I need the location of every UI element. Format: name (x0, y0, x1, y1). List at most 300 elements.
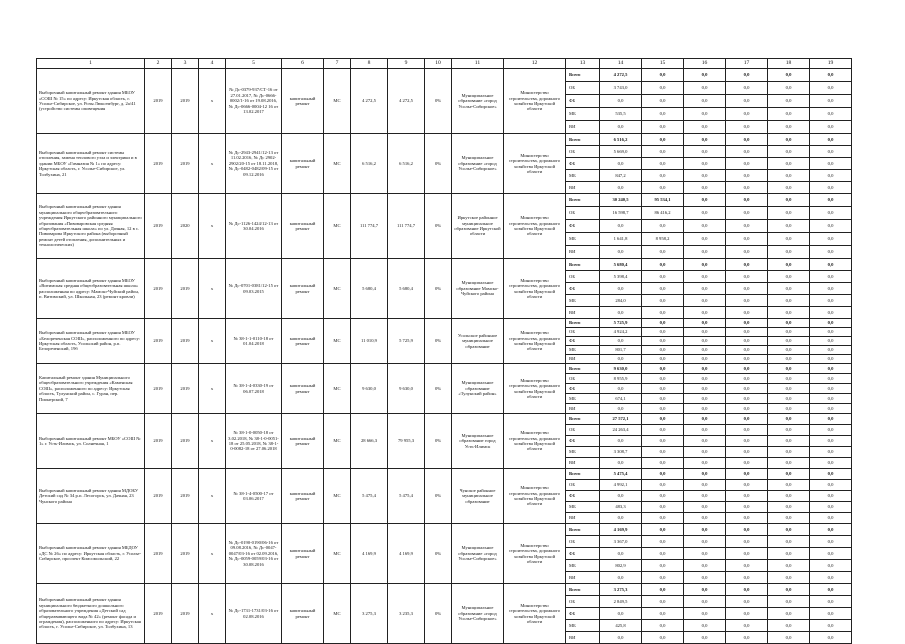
funding-amount: 0,0 (642, 548, 684, 560)
funding-amount: 0,0 (726, 207, 768, 220)
funding-amount: 0,0 (810, 346, 852, 355)
column-number: 13 (566, 59, 600, 69)
funding-source: ОБ (566, 480, 600, 491)
table-row (37, 414, 852, 425)
customer: Усольское районное муниципальное образование (452, 319, 504, 364)
column-number: 8 (351, 59, 388, 69)
funding-amount: 0,0 (684, 328, 726, 337)
funding-source: Всего (566, 259, 600, 271)
total-cost: 28 666,3 (351, 414, 388, 469)
funding-amount: 0,0 (768, 307, 810, 319)
funding-amount: 0,0 (600, 632, 642, 644)
funding-amount: 0,0 (726, 328, 768, 337)
funding-amount: 0,0 (768, 337, 810, 346)
readiness-percent: 0% (425, 194, 452, 259)
funding-amount: 0,0 (768, 414, 810, 425)
funding-amount: 0,0 (768, 170, 810, 182)
funding-amount: 0,0 (642, 394, 684, 404)
funding-amount: 0,0 (726, 414, 768, 425)
funding-source: МБ (566, 620, 600, 632)
funding-amount: 0,0 (726, 355, 768, 364)
funding-amount: 0,0 (726, 536, 768, 548)
funding-amount: 0,0 (768, 513, 810, 524)
funding-amount: 0,0 (642, 283, 684, 295)
funding-amount: 0,0 (684, 491, 726, 502)
funding-amount: 0,0 (684, 469, 726, 480)
funding-amount: 0,0 (726, 295, 768, 307)
mark-cell: х (199, 584, 226, 644)
funding-amount: 0,0 (768, 82, 810, 95)
column-number: 2 (145, 59, 172, 69)
start-year: 2019 (145, 584, 172, 644)
funding-amount: 674,1 (600, 394, 642, 404)
funding-amount: 801,7 (600, 346, 642, 355)
end-year: 2019 (172, 364, 199, 414)
funding-amount: 0,0 (642, 480, 684, 491)
funding-amount: 0,0 (642, 346, 684, 355)
funding-source: МБ (566, 447, 600, 458)
funding-amount: 0,0 (768, 608, 810, 620)
table-row (37, 259, 852, 271)
start-year: 2019 (145, 469, 172, 524)
funding-amount: 0,0 (600, 283, 642, 295)
funding-amount: 0,0 (726, 513, 768, 524)
funding-amount: 0,0 (684, 425, 726, 436)
column-number: 1 (37, 59, 145, 69)
unit-code: МС (324, 69, 351, 134)
start-year: 2019 (145, 364, 172, 414)
column-number: 9 (388, 59, 425, 69)
table-row (37, 134, 852, 146)
expertise-number: № Дс-1731-1731/03-16 от 02.08.2016 (226, 584, 282, 644)
funding-amount: 0,0 (642, 596, 684, 608)
total-cost: 9 630,0 (351, 364, 388, 414)
funding-amount: 0,0 (726, 95, 768, 108)
funding-amount: 0,0 (684, 69, 726, 82)
funding-amount: 0,0 (810, 632, 852, 644)
funding-source: ФБ (566, 491, 600, 502)
funding-amount: 0,0 (684, 346, 726, 355)
funding-amount: 0,0 (726, 491, 768, 502)
funding-amount: 0,0 (810, 158, 852, 170)
funding-amount: 0,0 (768, 283, 810, 295)
funding-amount: 4 992,1 (600, 480, 642, 491)
mark-cell: х (199, 414, 226, 469)
funding-amount: 0,0 (810, 182, 852, 194)
work-type: капитальный ремонт (282, 584, 324, 644)
funding-source: Всего (566, 364, 600, 374)
end-year: 2020 (172, 194, 199, 259)
funding-source: Всего (566, 194, 600, 207)
funding-source: МБ (566, 394, 600, 404)
funding-amount: 0,0 (810, 95, 852, 108)
funding-amount: 0,0 (642, 436, 684, 447)
funding-amount: 0,0 (642, 513, 684, 524)
customer: Муниципальное образование «город Усолье-Сибирское» (452, 584, 504, 644)
expertise-number: № 38-1-1-0110-18 от 01.04.2018 (226, 319, 282, 364)
funding-source: ВИ (566, 513, 600, 524)
funding-source: МБ (566, 560, 600, 572)
funding-amount: 0,0 (600, 436, 642, 447)
funding-amount: 0,0 (642, 425, 684, 436)
funding-amount: 0,0 (726, 194, 768, 207)
funding-amount: 0,0 (726, 548, 768, 560)
funding-source: ВИ (566, 572, 600, 584)
customer: Чунское районное муниципальное образование (452, 469, 504, 524)
estimate-cost: 4 169,9 (388, 524, 425, 584)
work-type: капитальный ремонт (282, 69, 324, 134)
funding-source: ОБ (566, 207, 600, 220)
funding-source: Всего (566, 469, 600, 480)
funding-amount: 0,0 (642, 491, 684, 502)
funding-amount: 0,0 (810, 513, 852, 524)
funding-amount: 0,0 (810, 271, 852, 283)
funding-amount: 0,0 (684, 319, 726, 328)
funding-amount: 0,0 (768, 491, 810, 502)
funding-amount: 0,0 (642, 364, 684, 374)
funding-amount: 0,0 (642, 536, 684, 548)
funding-amount: 0,0 (810, 69, 852, 82)
funding-amount: 0,0 (600, 548, 642, 560)
customer: Муниципальное образование «город Усолье-Сибирское» (452, 524, 504, 584)
customer: Муниципальное образование город Усть-Илимск (452, 414, 504, 469)
funding-amount: 0,0 (726, 502, 768, 513)
expertise-number: № Дс-2943-2941/12-13 от 11.02.2016, № Дс 2902-2902/20-15 от 18.11.2018, № Дс-0482-0482/09-15 от 09.12.2016 (226, 134, 282, 194)
funding-amount: 0,0 (810, 194, 852, 207)
funding-amount: 0,0 (684, 548, 726, 560)
expertise-number: № 38-1-0-0050-18 от 3.02.2018, № 38-1-0-0051-18 от 25.05.2018, № 38-1-0-0082-18 от 27.06.2018 (226, 414, 282, 469)
customer: Муниципальное образование «Тулунский район» (452, 364, 504, 414)
readiness-percent: 0% (425, 69, 452, 134)
column-number: 4 (199, 59, 226, 69)
funding-source: ФБ (566, 608, 600, 620)
total-cost: 3 275,3 (351, 584, 388, 644)
funding-amount: 0,0 (810, 259, 852, 271)
mark-cell: х (199, 524, 226, 584)
unit-code: МС (324, 584, 351, 644)
funding-amount: 3 743,0 (600, 82, 642, 95)
funding-amount: 0,0 (684, 355, 726, 364)
funding-source: МБ (566, 170, 600, 182)
funding-amount: 0,0 (810, 491, 852, 502)
funding-amount: 0,0 (810, 447, 852, 458)
responsible-ministry: Министерство строительства, дорожного хозяйства Иркутской области (504, 584, 566, 644)
funding-amount: 0,0 (684, 524, 726, 536)
end-year: 2019 (172, 414, 199, 469)
funding-amount: 0,0 (600, 491, 642, 502)
funding-amount: 0,0 (600, 458, 642, 469)
customer: Муниципальное образование «город Усолье-Сибирское» (452, 69, 504, 134)
funding-amount: 0,0 (642, 158, 684, 170)
table-row (37, 319, 852, 328)
responsible-ministry: Министерство строительства, дорожного хозяйства Иркутской области (504, 259, 566, 319)
column-number: 14 (600, 59, 642, 69)
readiness-percent: 0% (425, 584, 452, 644)
funding-amount: 0,0 (810, 295, 852, 307)
expertise-number: № Дс-1126-1424/12-13 от 30.04.2016 (226, 194, 282, 259)
total-cost: 6 516,2 (351, 134, 388, 194)
funding-amount: 0,0 (810, 425, 852, 436)
readiness-percent: 0% (425, 364, 452, 414)
funding-amount: 0,0 (642, 307, 684, 319)
total-cost: 5 680,4 (351, 259, 388, 319)
funding-amount: 0,0 (768, 220, 810, 233)
funding-amount: 0,0 (642, 295, 684, 307)
funding-source: ВИ (566, 246, 600, 259)
funding-amount: 0,0 (810, 404, 852, 414)
readiness-percent: 0% (425, 414, 452, 469)
funding-amount: 0,0 (810, 608, 852, 620)
funding-amount: 0,0 (642, 620, 684, 632)
funding-amount: 0,0 (810, 328, 852, 337)
funding-source: ОБ (566, 374, 600, 384)
funding-amount: 0,0 (768, 469, 810, 480)
funding-amount: 0,0 (684, 158, 726, 170)
funding-source: ОБ (566, 536, 600, 548)
object-name: Выборочный капитальный ремонт здания муниципального бюджетного дошкольного образовательного учреждения «Детский сад общеразвивающего вида № 42» (ремонт фасада и ограждения), расположенного по адресу: Иркутская область, г. Усолье-Сибирское, ул. Толбухина, 13 (37, 584, 145, 644)
funding-amount: 0,0 (768, 572, 810, 584)
funding-amount: 0,0 (642, 502, 684, 513)
start-year: 2019 (145, 259, 172, 319)
funding-amount: 0,0 (684, 502, 726, 513)
funding-amount: 8 958,2 (642, 233, 684, 246)
funding-amount: 0,0 (768, 632, 810, 644)
start-year: 2019 (145, 134, 172, 194)
funding-source: Всего (566, 524, 600, 536)
funding-amount: 0,0 (810, 121, 852, 134)
object-name: Выборочный капитальный ремонт здания МБДОУ «ДС № 26» по адресу: Иркутская область, г. Усолье-Сибирское, проспект Комсомольский, 22 (37, 524, 145, 584)
funding-amount: 0,0 (726, 608, 768, 620)
unit-code: МС (324, 469, 351, 524)
funding-amount: 0,0 (768, 394, 810, 404)
mark-cell: х (199, 69, 226, 134)
end-year: 2019 (172, 469, 199, 524)
work-type: капитальный ремонт (282, 364, 324, 414)
funding-amount: 0,0 (726, 374, 768, 384)
funding-source: ОБ (566, 425, 600, 436)
expertise-number: № 38-1-4-0500-17 от 03.06.2017 (226, 469, 282, 524)
funding-amount: 0,0 (810, 469, 852, 480)
table-row (37, 364, 852, 374)
funding-amount: 0,0 (642, 608, 684, 620)
funding-amount: 0,0 (684, 374, 726, 384)
mark-cell: х (199, 134, 226, 194)
funding-amount: 0,0 (684, 536, 726, 548)
column-number: 3 (172, 59, 199, 69)
funding-amount: 0,0 (768, 560, 810, 572)
funding-amount: 0,0 (642, 384, 684, 394)
column-number: 19 (810, 59, 852, 69)
funding-amount: 0,0 (810, 572, 852, 584)
funding-amount: 0,0 (768, 346, 810, 355)
funding-amount: 0,0 (684, 108, 726, 121)
funding-amount: 0,0 (684, 404, 726, 414)
estimate-cost: 4 272,5 (388, 69, 425, 134)
funding-amount: 0,0 (726, 146, 768, 158)
table-row (37, 584, 852, 596)
funding-amount: 0,0 (684, 233, 726, 246)
funding-amount: 0,0 (810, 584, 852, 596)
funding-amount: 0,0 (810, 384, 852, 394)
funding-source: Всего (566, 584, 600, 596)
customer: Муниципальное образование Мамско-Чуйского района (452, 259, 504, 319)
funding-amount: 0,0 (768, 548, 810, 560)
funding-amount: 0,0 (684, 447, 726, 458)
funding-amount: 16 598,7 (600, 207, 642, 220)
end-year: 2019 (172, 524, 199, 584)
funding-source: ФБ (566, 337, 600, 346)
funding-amount: 0,0 (642, 584, 684, 596)
funding-amount: 0,0 (810, 458, 852, 469)
funding-amount: 0,0 (768, 295, 810, 307)
work-type: капитальный ремонт (282, 524, 324, 584)
funding-amount: 0,0 (684, 207, 726, 220)
funding-amount: 0,0 (768, 146, 810, 158)
funding-amount: 0,0 (684, 134, 726, 146)
funding-amount: 0,0 (642, 572, 684, 584)
funding-amount: 0,0 (600, 220, 642, 233)
funding-amount: 0,0 (684, 436, 726, 447)
funding-amount: 0,0 (810, 436, 852, 447)
funding-amount: 483,3 (600, 502, 642, 513)
funding-amount: 0,0 (684, 307, 726, 319)
funding-amount: 0,0 (768, 271, 810, 283)
responsible-ministry: Министерство строительства, дорожного хозяйства Иркутской области (504, 69, 566, 134)
header-row (37, 59, 852, 69)
funding-amount: 0,0 (642, 259, 684, 271)
work-type: капитальный ремонт (282, 194, 324, 259)
responsible-ministry: Министерство строительства, дорожного хозяйства Иркутской области (504, 364, 566, 414)
funding-amount: 0,0 (684, 394, 726, 404)
funding-amount: 0,0 (726, 246, 768, 259)
mark-cell: х (199, 194, 226, 259)
funding-amount: 0,0 (810, 502, 852, 513)
funding-amount: 0,0 (810, 246, 852, 259)
funding-amount: 0,0 (768, 319, 810, 328)
funding-amount: 0,0 (810, 134, 852, 146)
expertise-number: № Дс-0701-0381/12-15 от 09.03.2015 (226, 259, 282, 319)
funding-amount: 5 475,4 (600, 469, 642, 480)
mark-cell: х (199, 469, 226, 524)
readiness-percent: 0% (425, 134, 452, 194)
work-type: капитальный ремонт (282, 469, 324, 524)
funding-amount: 0,0 (684, 220, 726, 233)
funding-amount: 0,0 (810, 283, 852, 295)
table-row (37, 524, 852, 536)
funding-amount: 802,9 (600, 560, 642, 572)
funding-amount: 0,0 (684, 182, 726, 194)
object-name: Выборочный капитальный ремонт МБОУ «СОШ № 1» г. Усть-Илимск, ул. Солнечная, 1 (37, 414, 145, 469)
funding-amount: 0,0 (642, 108, 684, 121)
funding-amount: 0,0 (768, 158, 810, 170)
funding-amount: 0,0 (642, 404, 684, 414)
funding-amount: 0,0 (684, 364, 726, 374)
funding-amount: 0,0 (684, 295, 726, 307)
expertise-number: № 38-1-4-0330-19 от 06.07.2018 (226, 364, 282, 414)
funding-source: ФБ (566, 158, 600, 170)
funding-amount: 0,0 (642, 182, 684, 194)
funding-amount: 0,0 (810, 620, 852, 632)
funding-amount: 0,0 (600, 337, 642, 346)
funding-amount: 0,0 (768, 620, 810, 632)
funding-amount: 0,0 (684, 632, 726, 644)
funding-source: ФБ (566, 283, 600, 295)
estimate-cost: 9 630,0 (388, 364, 425, 414)
funding-amount: 0,0 (684, 560, 726, 572)
funding-amount: 0,0 (810, 233, 852, 246)
object-name: Выборочный капитальный ремонт здания МБОУ «Витимская средняя общеобразовательная школа» расположенная по адресу: Мамско-Чуйский район, п. Витимский, ул. Школьная, 23 (ремонт кровли) (37, 259, 145, 319)
responsible-ministry: Министерство строительства, дорожного хозяйства Иркутской области (504, 319, 566, 364)
funding-amount: 0,0 (726, 319, 768, 328)
funding-source: МБ (566, 346, 600, 355)
funding-amount: 95 534,1 (642, 194, 684, 207)
funding-amount: 0,0 (726, 524, 768, 536)
end-year: 2019 (172, 134, 199, 194)
funding-amount: 0,0 (684, 246, 726, 259)
funding-amount: 0,0 (726, 69, 768, 82)
funding-amount: 0,0 (642, 220, 684, 233)
start-year: 2019 (145, 414, 172, 469)
funding-source: МБ (566, 502, 600, 513)
column-number: 12 (504, 59, 566, 69)
mark-cell: х (199, 259, 226, 319)
funding-source: ОБ (566, 146, 600, 158)
funding-amount: 0,0 (642, 146, 684, 158)
funding-amount: 0,0 (600, 608, 642, 620)
funding-source: ФБ (566, 384, 600, 394)
funding-amount: 3 308,7 (600, 447, 642, 458)
column-number: 11 (452, 59, 504, 69)
funding-amount: 5 398,4 (600, 271, 642, 283)
funding-amount: 0,0 (642, 337, 684, 346)
column-number: 10 (425, 59, 452, 69)
funding-amount: 0,0 (600, 95, 642, 108)
column-number: 18 (768, 59, 810, 69)
funding-source: МБ (566, 108, 600, 121)
funding-amount: 0,0 (810, 480, 852, 491)
funding-amount: 4 924,2 (600, 328, 642, 337)
object-name: Капитальный ремонт здания Муниципального общеобразовательного учреждения «Каменская СОШ», расположенного по адресу: Иркутская область, Тулунский район, с. Гуран, пер. Пионерский, 7 (37, 364, 145, 414)
funding-amount: 0,0 (684, 170, 726, 182)
funding-amount: 0,0 (768, 95, 810, 108)
funding-amount: 0,0 (642, 374, 684, 384)
funding-amount: 0,0 (810, 596, 852, 608)
funding-amount: 0,0 (726, 469, 768, 480)
funding-amount: 0,0 (684, 259, 726, 271)
expertise-number: № Дс-0379-937/СТ-16 от 27.01.2017, № Дс-0666-0002/1-16 от 19.08.2016, № Дс-0666-0004-12 16 от 13.02.2017 (226, 69, 282, 134)
funding-source: ВИ (566, 307, 600, 319)
funding-source: ФБ (566, 548, 600, 560)
funding-amount: 0,0 (600, 182, 642, 194)
funding-amount: 284,0 (600, 295, 642, 307)
funding-amount: 0,0 (768, 246, 810, 259)
funding-amount: 0,0 (642, 560, 684, 572)
funding-amount: 0,0 (726, 560, 768, 572)
funding-amount: 30 240,5 (600, 194, 642, 207)
column-number: 6 (282, 59, 324, 69)
total-cost: 4 272,5 (351, 69, 388, 134)
funding-amount: 0,0 (684, 414, 726, 425)
object-name: Выборочный капитальный ремонт здания муниципального общеобразовательного учреждения Иркутского районного муниципального образования «Пивоваровская средняя общеобразовательная школа» по ул. Дачная, 12 в с. Пивоварова Иркутского района (выборочный ремонт детей отопления, дополнительных и технологических) (37, 194, 145, 259)
unit-code: МС (324, 194, 351, 259)
funding-amount: 0,0 (642, 632, 684, 644)
funding-amount: 0,0 (684, 608, 726, 620)
funding-amount: 0,0 (726, 384, 768, 394)
funding-amount: 0,0 (642, 134, 684, 146)
funding-amount: 0,0 (726, 337, 768, 346)
responsible-ministry: Министерство строительства, дорожного хозяйства Иркутской области (504, 194, 566, 259)
total-cost: 11 010,9 (351, 319, 388, 364)
